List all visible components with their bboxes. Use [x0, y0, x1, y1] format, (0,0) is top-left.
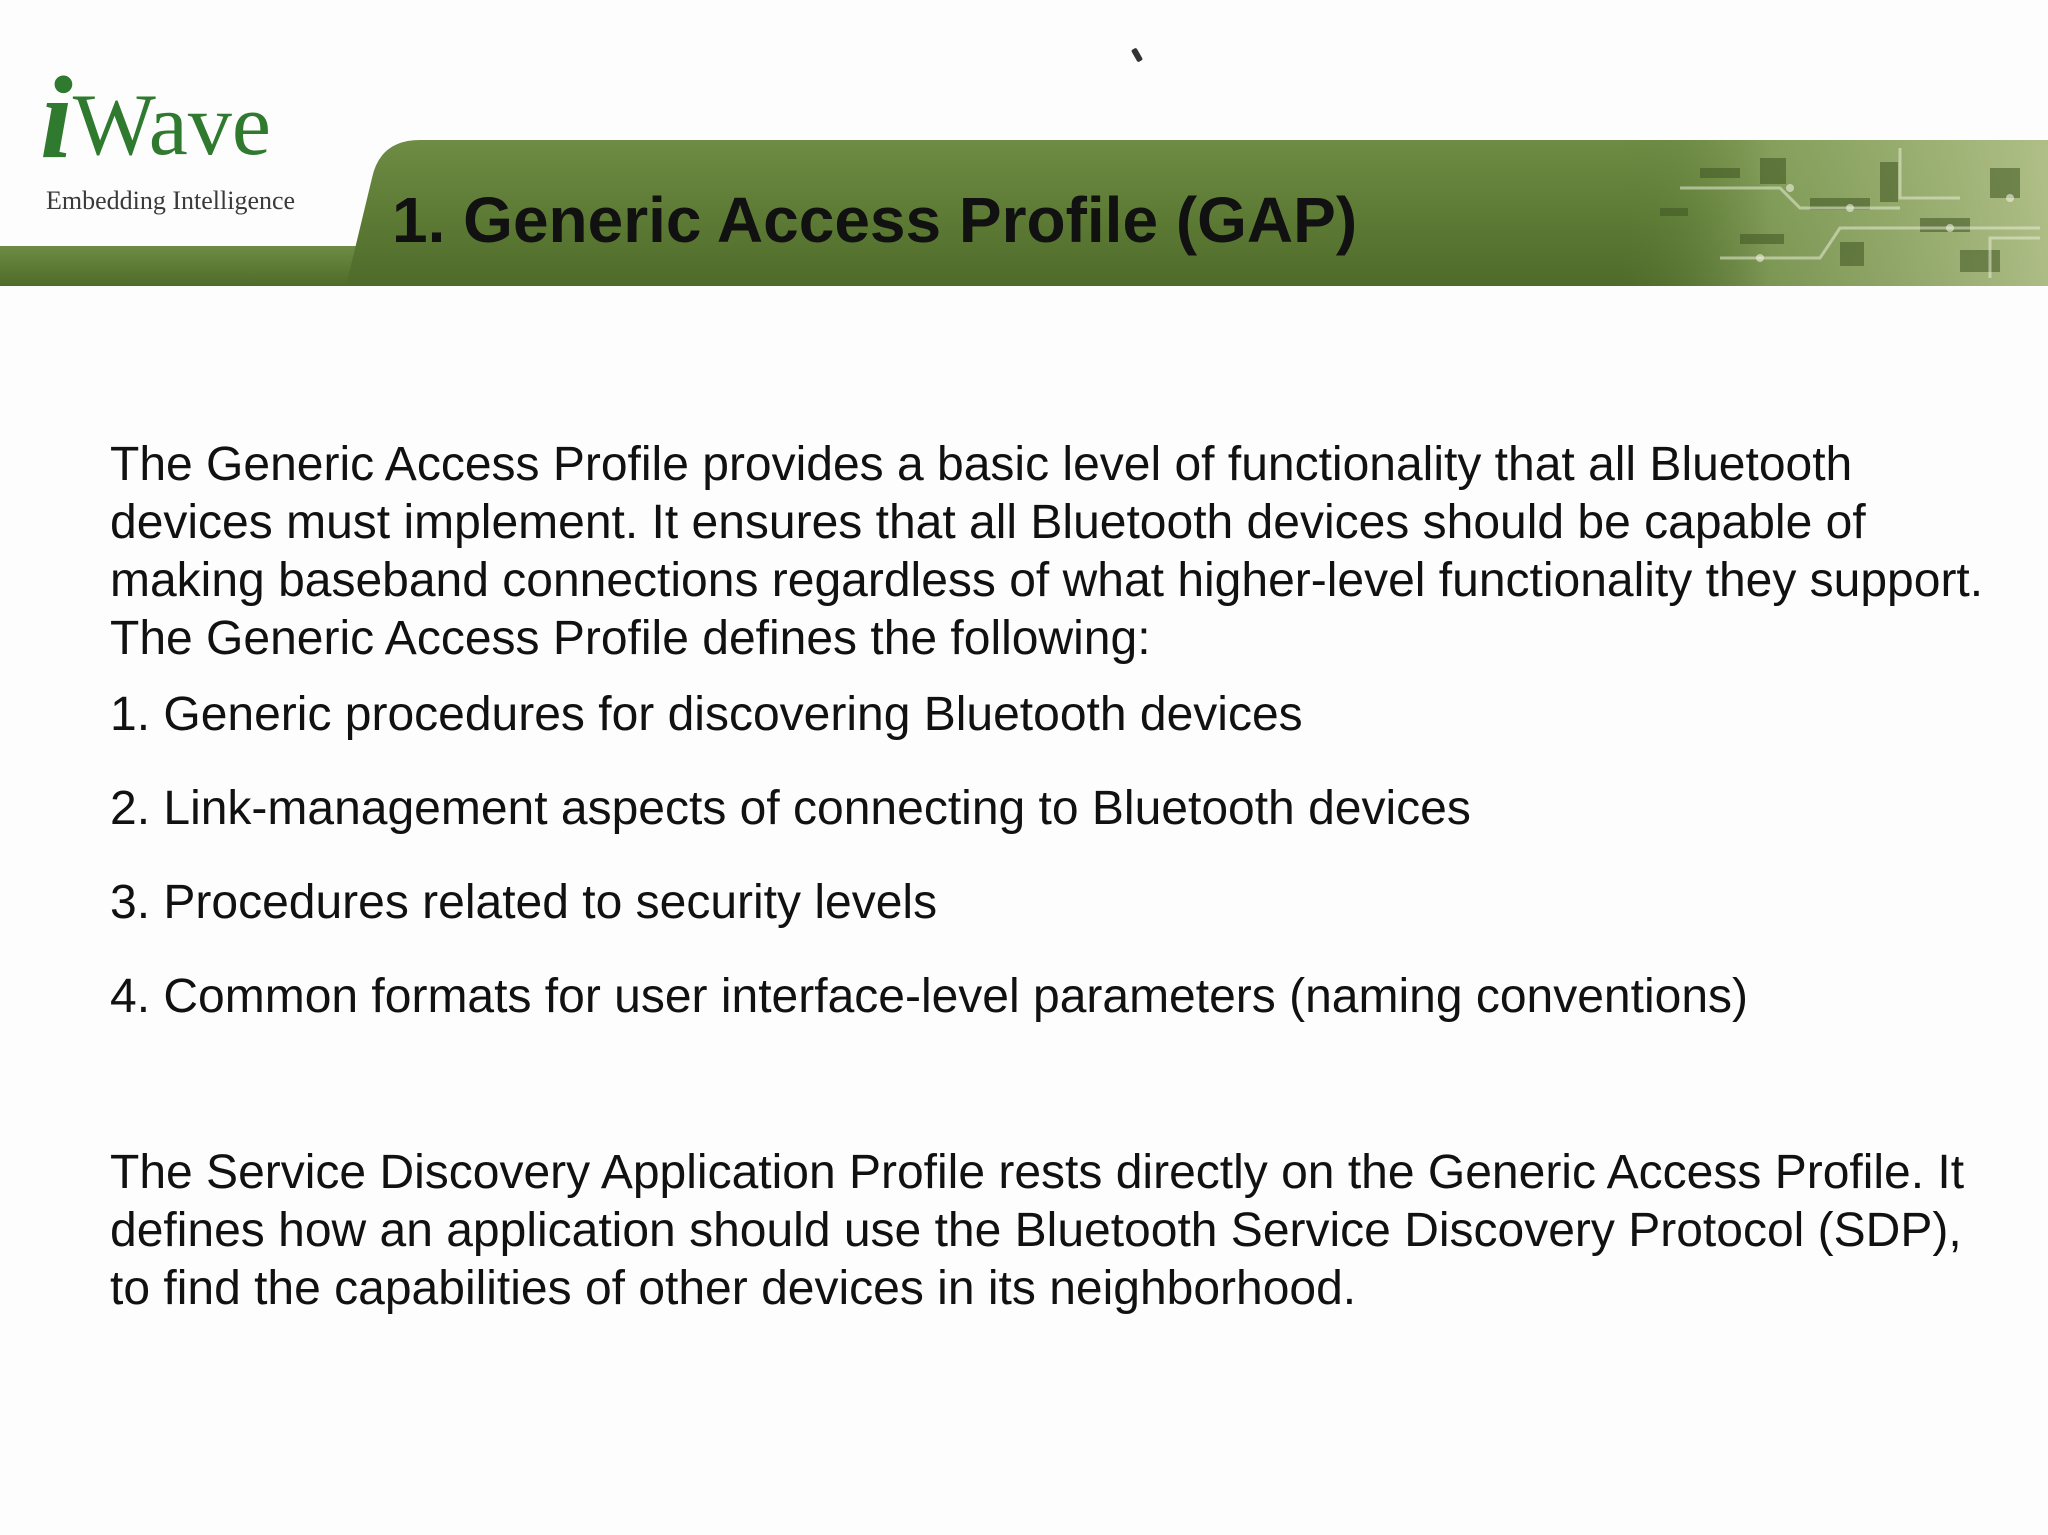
- company-logo: [40, 52, 340, 228]
- list-item: 2. Link-management aspects of connecting to Bluetooth devices: [110, 782, 1471, 835]
- feature-list: [110, 686, 1990, 1026]
- slide-content: [110, 436, 1990, 1318]
- list-item: 1. Generic procedures for discovering Bluetooth devices: [110, 688, 1303, 741]
- list-item: 3. Procedures related to security levels: [110, 876, 938, 929]
- list-item: 4. Common formats for user interface-level parameters (naming conventions): [110, 970, 1748, 1023]
- logo-wordmark: [40, 52, 271, 183]
- intro-paragraph: The Generic Access Profile provides a basic level of functionality that all Bluetooth devices must implement. It ensures that all Bluetooth devices should be capable of making baseband connections regardless of what higher-level functionality they support. The Generic Access Profile defines the following:: [110, 438, 1984, 665]
- closing-paragraph: The Service Discovery Application Profile rests directly on the Generic Access Profile. It defines how an application should use the Bluetooth Service Discovery Protocol (SDP), to find the capabilities of other devices in its neighborhood.: [110, 1146, 1965, 1315]
- stray-mark: [1131, 47, 1143, 62]
- slide-title: 1. Generic Access Profile (GAP): [392, 184, 1358, 256]
- logo-letter: i: [40, 52, 73, 183]
- logo-tagline: Embedding Intelligence: [46, 186, 296, 215]
- logo-name: Wave: [72, 77, 271, 174]
